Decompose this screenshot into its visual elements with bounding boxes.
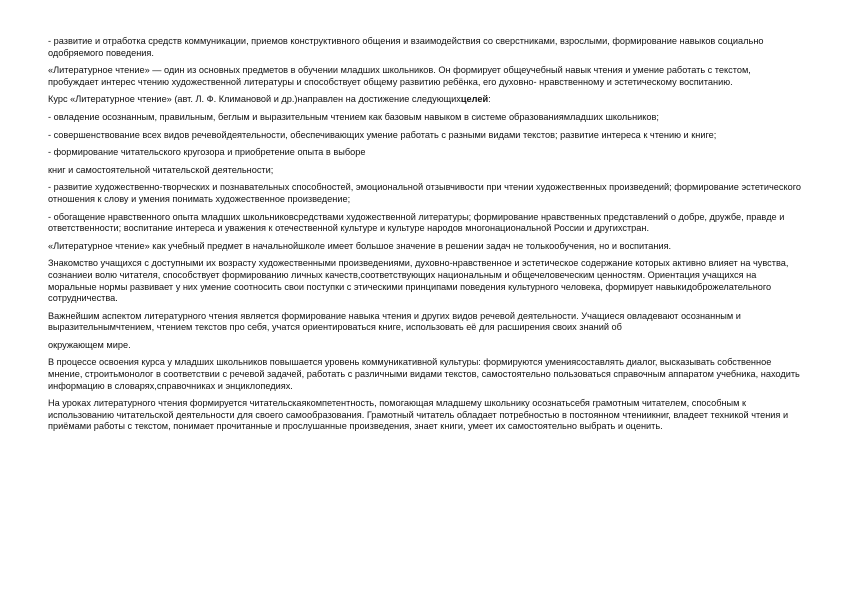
- paragraph-subject-intro: «Литературное чтение» — один из основных предметов в обучении младших школьников. Он формирует общеучебный навык чтения и умение работать с текстом, пробуждает интерес чтению художественной литературы и способствует общему развитию ребёнка, его духовно- нравственному и эстетическому воспитанию.: [48, 65, 751, 87]
- paragraph-goal-outlook: - формирование читательского кругозора и приобретение опыта в выборе: [48, 147, 366, 158]
- paragraph-reader-competence: На уроках литературного чтения формируется читательскаякомпетентность, помогающая младшему школьнику осознатьсебя грамотным читателем, способным к использованию читательской деятельности для своего самообразования. Грамотный читатель обладает потребностью в постоянном чтениикниг, владеет техникой чтения и приёмами работы с текстом, понимает прочитанные и прослушанные произведения, знает книги, умеет их самостоятельно выбрать и оценить.: [48, 398, 789, 432]
- paragraph-goal-moral: - обогащение нравственного опыта младших школьниковсредствами художественной литературы; формирование нравственных представлений о добре, дружбе, правде и ответственности; воспитание интереса и уважения к отечественной культуре и культуре народов многонациональной России и другихстран.: [48, 211, 785, 234]
- paragraph-goal-reading: - овладение осознанным, правильным, беглым и выразительным чтением как базовым навыком в системе образованиямладших школьников;: [48, 111, 659, 122]
- paragraph-key-aspect-cont: окружающем мире.: [48, 339, 131, 350]
- paragraph-subject-importance: «Литературное чтение» как учебный предмет в начальнойшколе имеет большое значение в решении задач не толькообучения, но и воспитания.: [48, 240, 672, 251]
- paragraph-communicative-culture: В процессе освоения курса у младших школьников повышается уровень коммуникативной культуры: формируются умениясоставлять диалог, высказывать собственное мнение, строитьмонолог в соответствии с речевой задачей, работать с различными видами текстов, самостоятельно пользоваться справочным аппаратом учебника, находить информацию в словарях,справочниках и энциклопедиях.: [48, 357, 800, 391]
- paragraph-acquaintance: Знакомство учащихся с доступными их возрасту художественными произведениями, духовно-нравственное и эстетическое содержание которых активно влияет на чувства, сознаниеи волю читателя, способствует формированию личных качеств,соответствующих национальным и общечеловеческим ценностям. Ориентация учащихся на моральные нормы развивает у них умение соотносить свои поступки с этическими принципами поведения культурного человека, формирует навыкидоброжелательного сотрудничества.: [48, 258, 789, 304]
- paragraph-goal-outlook-cont: книг и самостоятельной читательской деятельности;: [48, 164, 274, 175]
- course-goals-emphasis: целей: [460, 94, 489, 105]
- paragraph-course-goals: [48, 94, 802, 106]
- paragraph-goal-speech: - совершенствование всех видов речевойдеятельности, обеспечивающих умение работать с разными видами текстов; развитие интереса к чтению и книге;: [48, 129, 717, 140]
- course-goals-colon: :: [488, 94, 491, 105]
- paragraph-goal-creative: - развитие художественно-творческих и познавательных способностей, эмоциональной отзывчивости при чтении художественных произведений; формирование эстетического отношения к слову и умения понимать художественное произведение;: [48, 182, 801, 204]
- course-goals-text: Курс «Литературное чтение» (авт. Л. Ф. Климановой и др.)направлен на достижение следующих: [48, 94, 461, 105]
- paragraph-key-aspect: Важнейшим аспектом литературного чтения является формирование навыка чтения и других видов речевой деятельности. Учащиеся овладевают осознанным и выразительнымчтением, чтением текстов про себя, учатся ориентироваться книге, использовать её для расширения своих знаний об: [48, 310, 741, 333]
- paragraph-communication-goal: - развитие и отработка средств коммуникации, приемов конструктивного общения и взаимодействия со сверстниками, взрослыми, формирование навыков социально одобряемого поведения.: [48, 36, 764, 58]
